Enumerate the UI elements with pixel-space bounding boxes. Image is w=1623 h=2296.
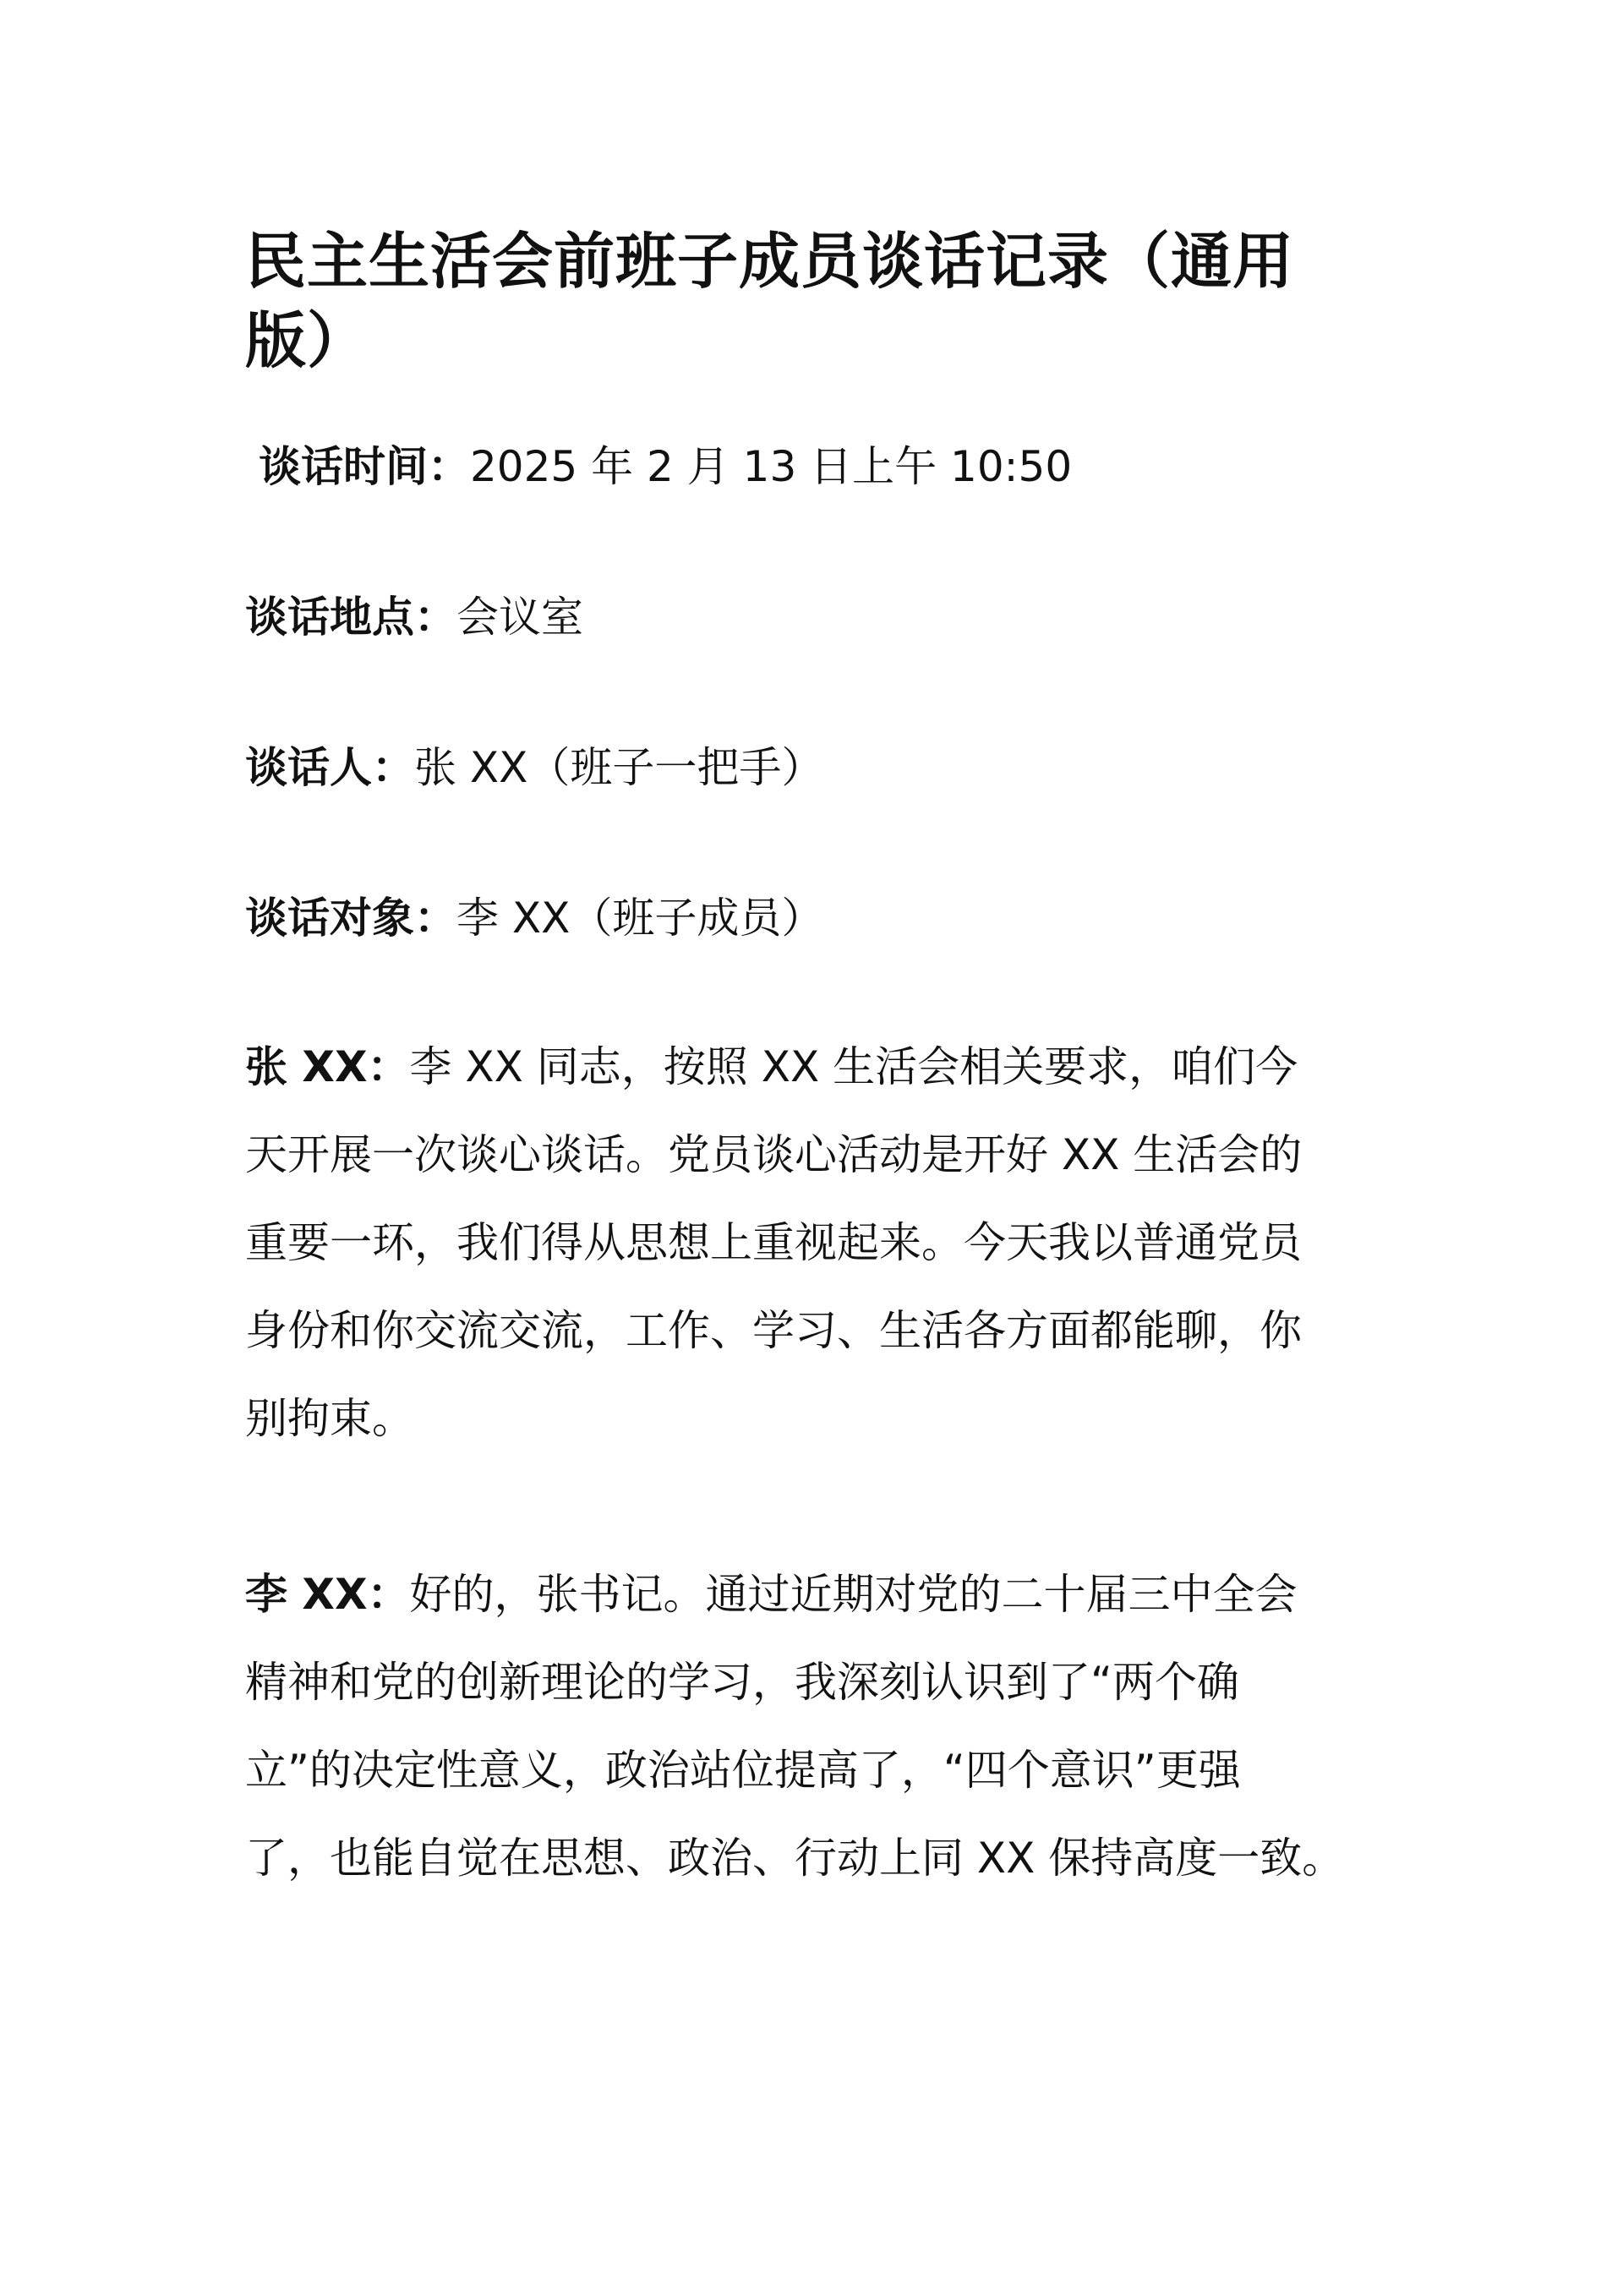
paragraph-line	[245, 1023, 1395, 1111]
meta-label: 谈话对象：	[245, 894, 456, 943]
paragraph-line: 别拘束。	[245, 1394, 414, 1443]
paragraph-line	[245, 1550, 1395, 1638]
paragraph-line: 天开展一次谈心谈话。党员谈心活动是开好 XX 生活会的	[245, 1130, 1303, 1179]
dialogue-paragraph	[245, 1550, 1395, 1902]
speaker-label: 李 XX：	[245, 1570, 410, 1619]
document-title	[245, 221, 1395, 380]
paragraph-text: 好的，张书记。通过近期对党的二十届三中全会	[409, 1570, 1298, 1619]
dialogue-paragraph	[245, 1023, 1395, 1462]
paragraph-text: 李 XX 同志，按照 XX 生活会相关要求，咱们今	[409, 1042, 1298, 1091]
title-line: 版）	[245, 305, 369, 376]
paragraph-line: 立”的决定性意义，政治站位提高了，“四个意识”更强	[245, 1746, 1241, 1795]
paragraph-line: 精神和党的创新理论的学习，我深刻认识到了“两个确	[245, 1658, 1239, 1707]
meta-talker	[245, 742, 1395, 793]
title-line: 民主生活会前班子成员谈话记录（通用	[245, 226, 1295, 297]
meta-label: 谈话人：	[245, 743, 414, 792]
meta-label: 谈话时间：	[259, 442, 470, 491]
meta-value: 李 XX（班子成员）	[456, 894, 824, 943]
meta-value: 张 XX（班子一把手）	[414, 743, 824, 792]
meta-talk-location	[245, 592, 1395, 642]
document-page	[245, 221, 1395, 1902]
paragraph-line: 重要一环，我们得从思想上重视起来。今天我以普通党员	[245, 1218, 1302, 1267]
meta-talk-time	[245, 441, 1395, 492]
paragraph-line: 身份和你交流交流，工作、学习、生活各方面都能聊，你	[245, 1306, 1302, 1355]
meta-value: 会议室	[456, 593, 583, 642]
meta-talk-target	[245, 893, 1395, 943]
speaker-label: 张 XX：	[245, 1042, 410, 1091]
meta-value: 2025 年 2 月 13 日上午 10:50	[470, 442, 1073, 491]
meta-label: 谈话地点：	[245, 593, 456, 642]
paragraph-line: 了，也能自觉在思想、政治、行动上同 XX 保持高度一致。	[245, 1834, 1345, 1883]
